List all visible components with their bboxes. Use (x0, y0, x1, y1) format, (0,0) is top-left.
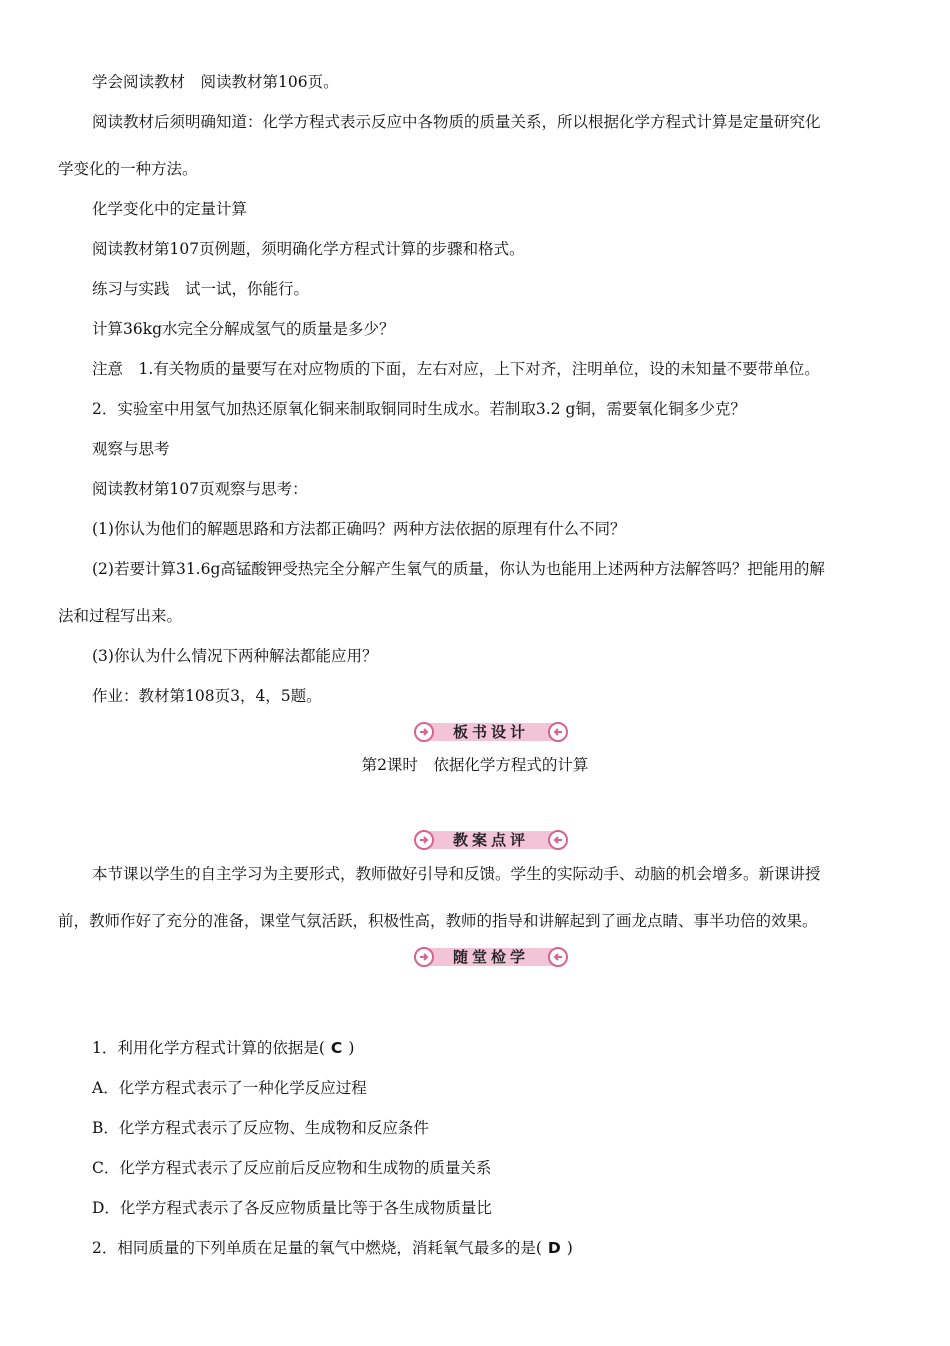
banner-label: 随堂检学 (452, 948, 529, 966)
quiz-question-1 (92, 1038, 354, 1058)
banner-board-design (414, 720, 568, 744)
banner-quiz (414, 945, 568, 969)
banner-label: 教案点评 (452, 831, 529, 849)
question-close: ) (566, 1239, 573, 1257)
option-a: A．化学方程式表示了一种化学反应过程 (92, 1079, 367, 1097)
question-close: ) (348, 1039, 355, 1057)
paragraph: 计算36kg水完全分解成氢气的质量是多少？ (92, 320, 395, 338)
board-title: 第2课时 依据化学方程式的计算 (361, 756, 589, 774)
option-b: B．化学方程式表示了反应物、生成物和反应条件 (92, 1119, 429, 1137)
section-heading: 观察与思考 (92, 440, 170, 458)
question: 法和过程写出来。 (58, 607, 183, 625)
homework: 作业：教材第108页3，4，5题。 (92, 687, 322, 705)
paragraph: 2．实验室中用氢气加热还原氧化铜来制取铜同时生成水。若制取3.2 g铜，需要氧化铜多少克？ (92, 400, 746, 418)
paragraph: 阅读教材第107页例题，须明确化学方程式计算的步骤和格式。 (92, 240, 525, 258)
question: (1)你认为他们的解题思路和方法都正确吗？两种方法依据的原理有什么不同？ (92, 520, 626, 538)
answer: D (547, 1239, 561, 1257)
section-heading: 练习与实践 试一试，你能行。 (92, 280, 310, 298)
paragraph: 学会阅读教材 阅读教材第106页。 (92, 73, 339, 91)
answer: C (330, 1039, 343, 1057)
banner-review (414, 828, 568, 852)
question-stem: 2．相同质量的下列单质在足量的氧气中燃烧，消耗氧气最多的是( (92, 1239, 542, 1257)
paragraph: 学变化的一种方法。 (58, 160, 198, 178)
question-stem: 1．利用化学方程式计算的依据是( (92, 1039, 325, 1057)
quiz-question-2 (92, 1238, 573, 1258)
option-c: C．化学方程式表示了反应前后反应物和生成物的质量关系 (92, 1159, 492, 1177)
paragraph: 阅读教材后须明确知道：化学方程式表示反应中各物质的质量关系，所以根据化学方程式计算是定量研究化 (92, 113, 821, 131)
question: (2)若要计算31.6g高锰酸钾受热完全分解产生氧气的质量，你认为也能用上述两种方法解答吗？把能用的解 (92, 560, 825, 578)
paragraph: 阅读教材第107页观察与思考： (92, 480, 308, 498)
note: 注意 1.有关物质的量要写在对应物质的下面，左右对应，上下对齐，注明单位，设的未知量不要带单位。 (92, 360, 820, 378)
section-heading: 化学变化中的定量计算 (92, 200, 248, 218)
question: (3)你认为什么情况下两种解法都能应用？ (92, 647, 378, 665)
review-text: 前，教师作好了充分的准备，课堂气氛活跃，积极性高，教师的指导和讲解起到了画龙点睛、事半功倍的效果。 (58, 912, 818, 930)
review-text: 本节课以学生的自主学习为主要形式，教师做好引导和反馈。学生的实际动手、动脑的机会增多。新课讲授 (92, 865, 821, 883)
banner-label: 板书设计 (452, 723, 529, 741)
option-d: D．化学方程式表示了各反应物质量比等于各生成物质量比 (92, 1199, 492, 1217)
